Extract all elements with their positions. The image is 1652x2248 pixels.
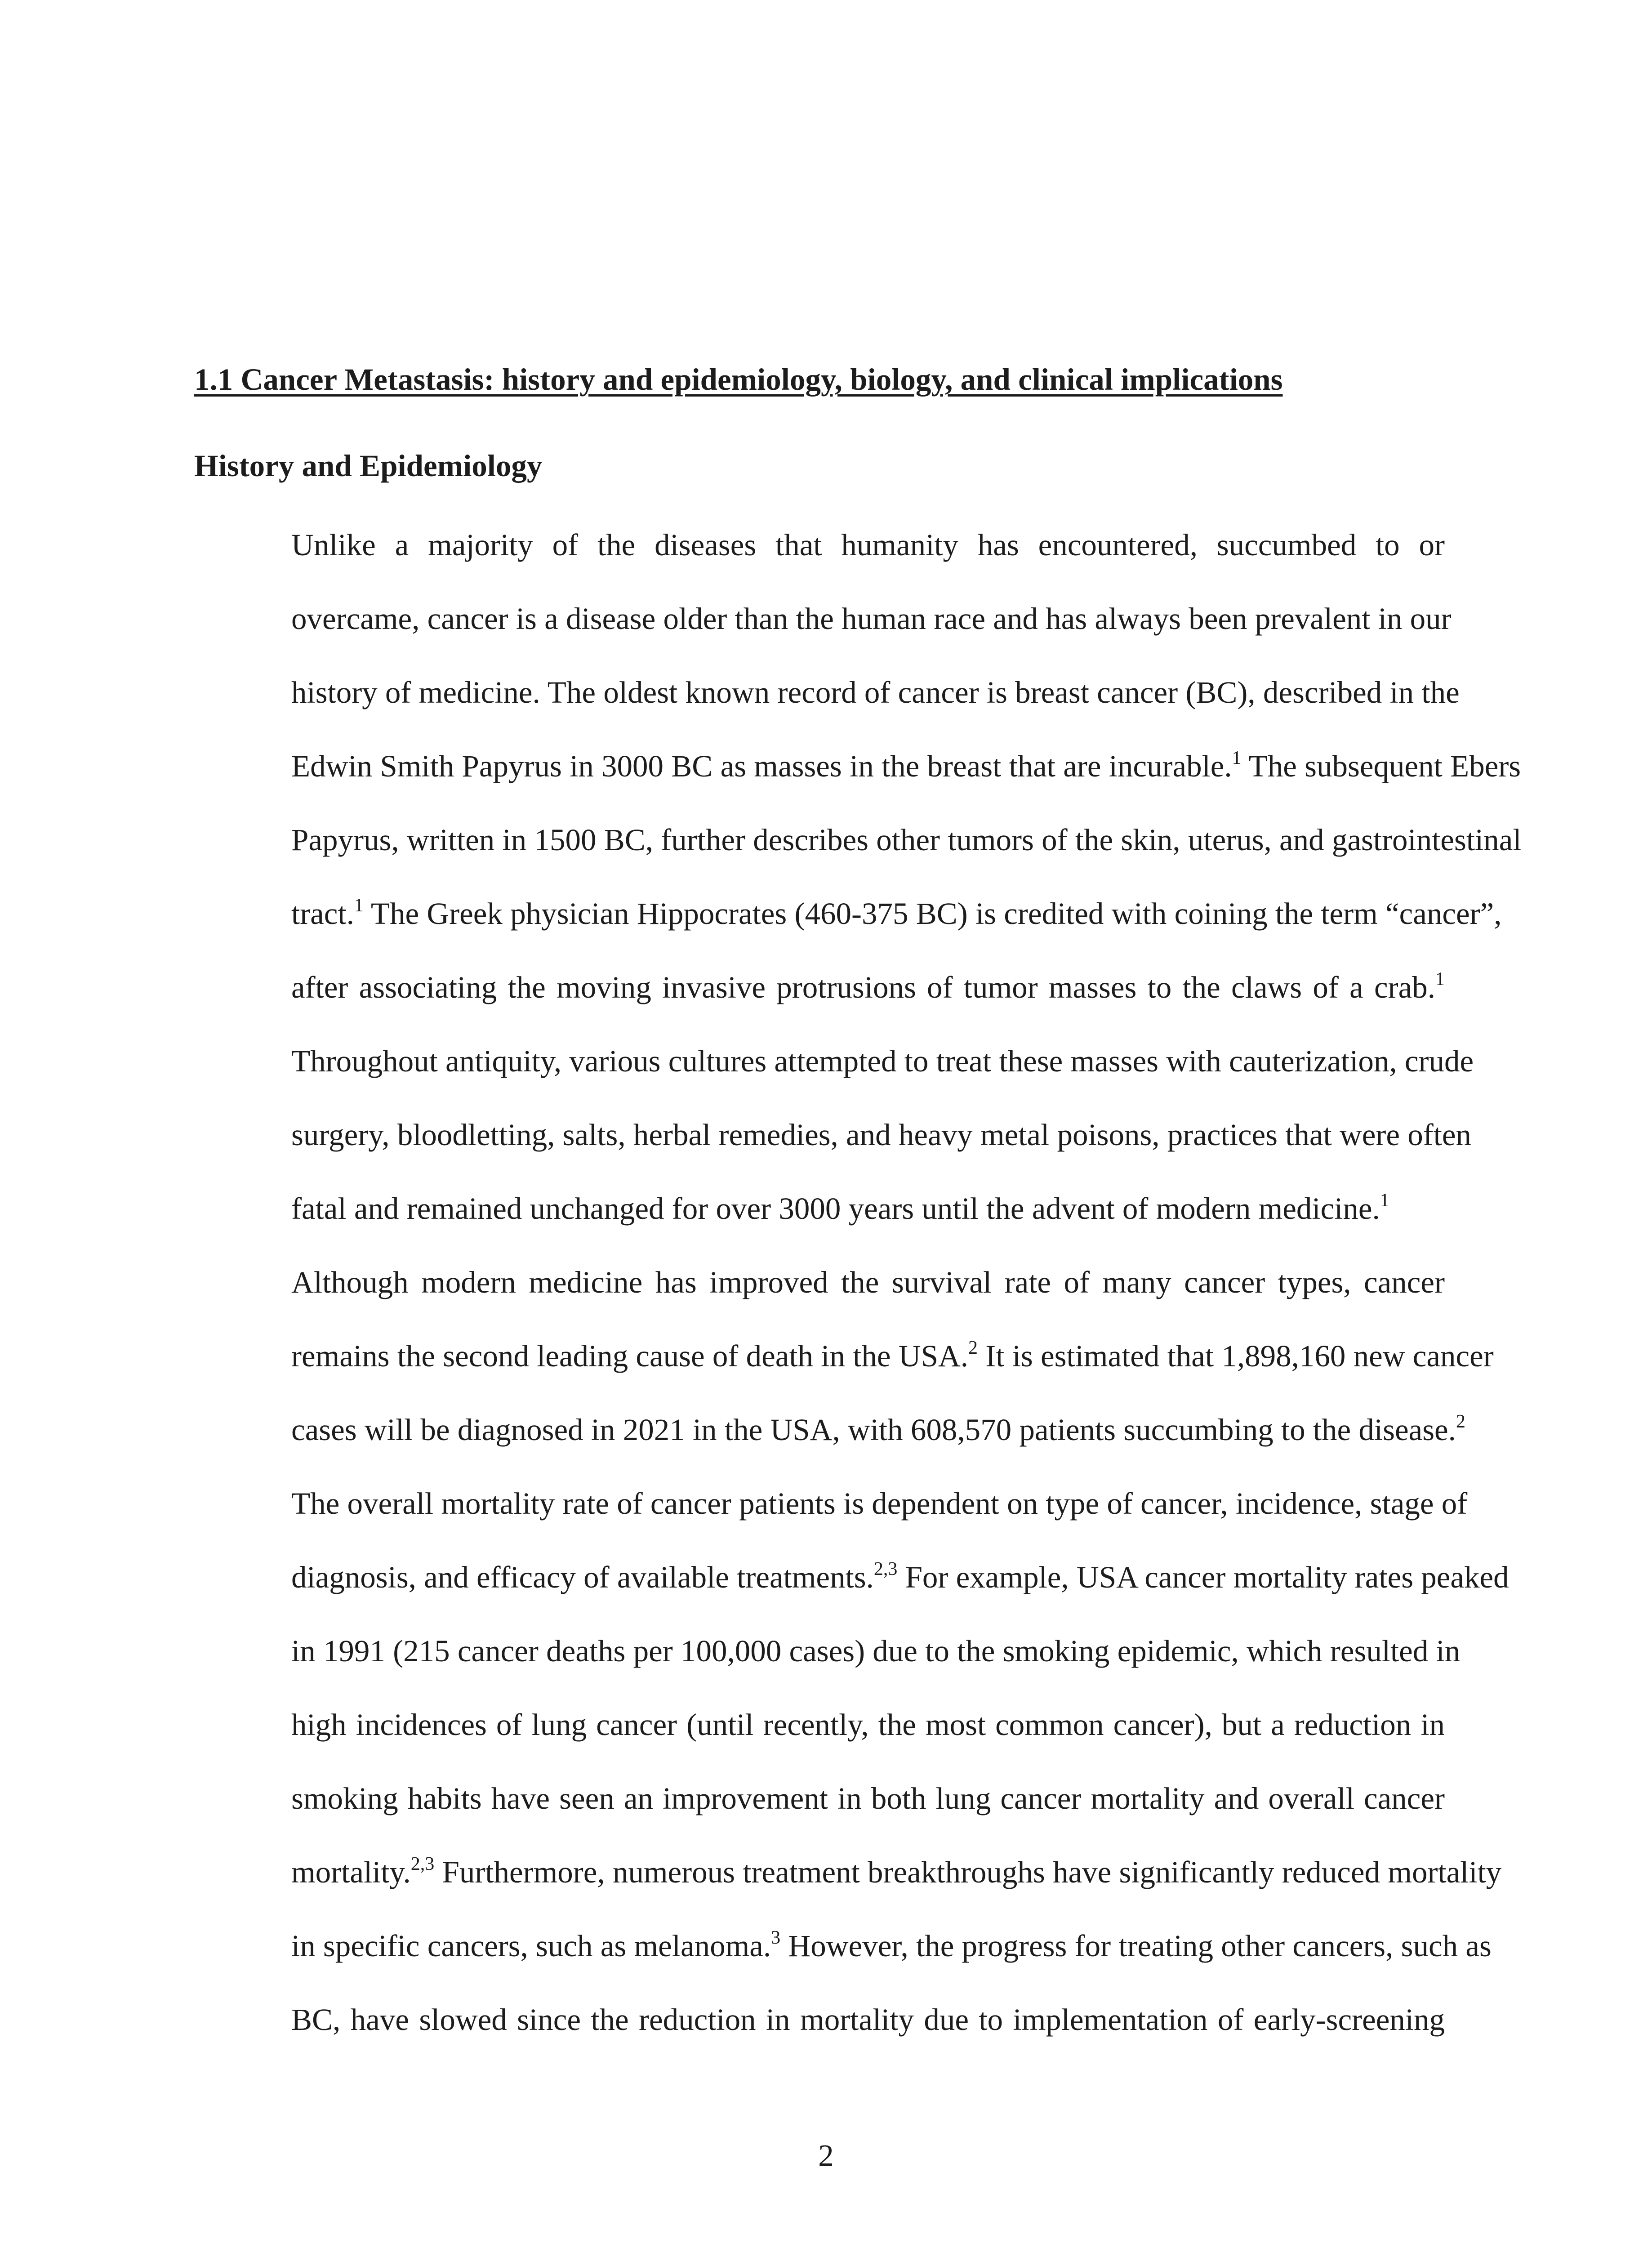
- text-line: [194, 1393, 1465, 1467]
- text-segment: in 1991 (215 cancer deaths per 100,000 cases) due to the smoking epidemic, which resulted in: [291, 1634, 1461, 1668]
- text-segment: high incidences of lung cancer (until recently, the most common cancer), but a reduction in: [291, 1708, 1445, 1742]
- text-segment: overcame, cancer is a disease older than the human race and has always been prevalent in our: [291, 602, 1452, 636]
- text-segment: surgery, bloodletting, salts, herbal remedies, and heavy metal poisons, practices that were often: [291, 1118, 1472, 1152]
- text-segment: Throughout antiquity, various cultures attempted to treat these masses with cauterization, crude: [291, 1044, 1474, 1078]
- citation-superscript: 1: [1435, 969, 1445, 990]
- text-segment: The Greek physician Hippocrates (460-375 BC) is credited with coining the term “cancer”,: [363, 897, 1502, 931]
- text-segment: For example, USA cancer mortality rates peaked: [897, 1560, 1509, 1594]
- text-line: [194, 1540, 1509, 1614]
- text-segment: mortality.: [291, 1855, 411, 1889]
- text-line: [194, 1762, 1445, 1835]
- paragraph: [194, 1245, 1509, 2056]
- text-segment: BC, have slowed since the reduction in mortality due to implementation of early-screening: [291, 2003, 1445, 2037]
- citation-superscript: 2: [968, 1338, 978, 1358]
- text-segment: history of medicine. The oldest known record of cancer is breast cancer (BC), described in the: [291, 675, 1460, 709]
- text-segment: fatal and remained unchanged for over 3000 years until the advent of modern medicine.: [291, 1191, 1380, 1226]
- text-line: [194, 803, 1522, 877]
- text-line: [194, 1467, 1468, 1540]
- text-segment: It is estimated that 1,898,160 new cancer: [978, 1339, 1494, 1373]
- citation-superscript: 2: [1456, 1411, 1465, 1432]
- text-line: [194, 582, 1452, 656]
- text-line: [194, 1172, 1445, 1245]
- text-segment: The subsequent Ebers: [1241, 749, 1521, 783]
- text-line: [194, 1245, 1445, 1319]
- citation-superscript: 1: [1232, 748, 1242, 768]
- citation-superscript: 1: [354, 895, 364, 916]
- text-segment: The overall mortality rate of cancer patients is dependent on type of cancer, incidence, stage of: [291, 1486, 1468, 1521]
- text-segment: Edwin Smith Papyrus in 3000 BC as masses in the breast that are incurable.: [291, 749, 1232, 783]
- text-segment: diagnosis, and efficacy of available treatments.: [291, 1560, 874, 1594]
- body-text: [194, 508, 1522, 2056]
- text-line: [194, 729, 1521, 803]
- text-segment: tract.: [291, 897, 354, 931]
- citation-superscript: 2,3: [873, 1559, 898, 1579]
- text-segment: Furthermore, numerous treatment breakthroughs have significantly reduced mortality: [434, 1855, 1502, 1889]
- text-line: [194, 950, 1445, 1024]
- page-number: 2: [818, 2138, 834, 2172]
- text-segment: remains the second leading cause of death in the USA.: [291, 1339, 969, 1373]
- text-line: [194, 1983, 1445, 2056]
- text-segment: However, the progress for treating other cancers, such as: [780, 1929, 1492, 1963]
- text-line: [194, 656, 1460, 729]
- text-line: [194, 1319, 1494, 1393]
- citation-superscript: 1: [1380, 1190, 1389, 1211]
- text-segment: cases will be diagnosed in 2021 in the USA, with 608,570 patients succumbing to the disease.: [291, 1413, 1456, 1447]
- text-line: [194, 877, 1502, 950]
- text-line: [194, 1688, 1445, 1762]
- text-segment: Papyrus, written in 1500 BC, further describes other tumors of the skin, uterus, and gastrointestinal: [291, 823, 1522, 857]
- text-segment: after associating the moving invasive protrusions of tumor masses to the claws of a crab.: [291, 970, 1435, 1004]
- text-segment: Unlike a majority of the diseases that humanity has encountered, succumbed to or: [291, 528, 1445, 562]
- section-heading: 1.1 Cancer Metastasis: history and epidemiology, biology, and clinical implications: [194, 362, 1283, 397]
- text-segment: Although modern medicine has improved the survival rate of many cancer types, cancer: [291, 1265, 1445, 1299]
- text-line: [194, 1909, 1492, 1983]
- text-segment: smoking habits have seen an improvement in both lung cancer mortality and overall cancer: [291, 1781, 1445, 1815]
- text-line: [194, 1098, 1472, 1172]
- text-line: [194, 1835, 1502, 1909]
- text-line: [194, 1614, 1461, 1688]
- text-line: [194, 508, 1445, 582]
- citation-superscript: 3: [771, 1927, 781, 1948]
- text-line: [194, 1024, 1474, 1098]
- citation-superscript: 2,3: [410, 1854, 435, 1874]
- text-segment: in specific cancers, such as melanoma.: [291, 1929, 771, 1963]
- paragraph: [194, 508, 1522, 1245]
- subheading: History and Epidemiology: [194, 449, 543, 483]
